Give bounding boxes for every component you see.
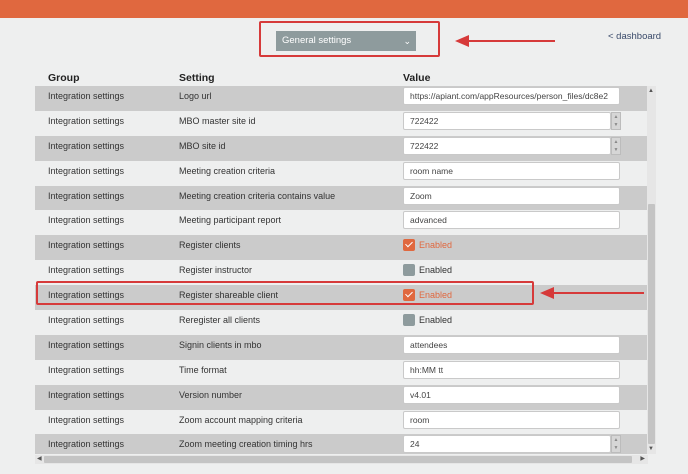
- cell-setting: MBO master site id: [179, 115, 256, 126]
- dashboard-link[interactable]: < dashboard: [608, 31, 662, 42]
- checkbox-label: Enabled: [419, 290, 453, 301]
- column-header-setting: Setting: [179, 72, 215, 84]
- stepper-icon[interactable]: ▲ ▼: [611, 112, 621, 130]
- cell-group: Integration settings: [48, 389, 125, 400]
- table-row: [35, 335, 648, 360]
- text-input[interactable]: v4.01: [403, 386, 620, 404]
- checkbox-label: Enabled: [419, 315, 453, 326]
- stepper-icon[interactable]: ▲ ▼: [611, 137, 621, 155]
- cell-setting: Signin clients in mbo: [179, 339, 262, 350]
- number-input[interactable]: 722422: [403, 137, 611, 155]
- cell-setting: Register clients: [179, 240, 241, 251]
- stepper-icon[interactable]: ▲ ▼: [611, 435, 621, 453]
- row-highlight-box: [36, 281, 534, 305]
- cell-group: Integration settings: [48, 165, 125, 176]
- table-row: [35, 360, 648, 385]
- text-input[interactable]: https://apiant.com/appResources/person_files/dc8e2: [403, 87, 620, 105]
- enabled-checkbox[interactable]: [403, 314, 415, 326]
- cell-group: Integration settings: [48, 364, 125, 375]
- annotation-arrow-row: [540, 286, 646, 300]
- table-row: [35, 410, 648, 435]
- table-row: [35, 161, 648, 186]
- cell-setting: Register shareable client: [179, 290, 279, 301]
- horizontal-scrollbar[interactable]: [35, 455, 648, 464]
- text-input[interactable]: room name: [403, 162, 620, 180]
- checkbox-label: Enabled: [419, 265, 453, 276]
- dropdown-value: General settings: [282, 35, 352, 46]
- scroll-right-icon[interactable]: ▶: [640, 456, 645, 462]
- cell-group: Integration settings: [48, 439, 125, 450]
- table-row: [35, 210, 648, 235]
- table-row: [35, 310, 648, 335]
- number-input[interactable]: 722422: [403, 112, 611, 130]
- column-header-group: Group: [48, 72, 80, 84]
- chevron-down-icon: ⌄: [403, 36, 411, 46]
- text-input[interactable]: Zoom: [403, 187, 620, 205]
- cell-setting: Reregister all clients: [179, 315, 261, 326]
- scroll-left-icon[interactable]: ◀: [37, 456, 42, 462]
- top-accent-bar: [0, 0, 688, 18]
- cell-setting: Time format: [179, 364, 227, 375]
- cell-group: Integration settings: [48, 215, 125, 226]
- table-row: [35, 385, 648, 410]
- text-input[interactable]: room: [403, 411, 620, 429]
- cell-setting: Zoom account mapping criteria: [179, 414, 303, 425]
- enabled-checkbox[interactable]: [403, 239, 415, 251]
- annotation-arrow-dropdown: [455, 34, 557, 48]
- cell-group: Integration settings: [48, 339, 125, 350]
- enabled-checkbox[interactable]: [403, 264, 415, 276]
- column-header-value: Value: [403, 72, 431, 84]
- text-input[interactable]: attendees: [403, 336, 620, 354]
- cell-setting: MBO site id: [179, 140, 226, 151]
- table-row: [35, 86, 648, 111]
- table-row: [35, 136, 648, 161]
- cell-setting: Version number: [179, 389, 243, 400]
- cell-setting: Zoom meeting creation timing hrs: [179, 439, 313, 450]
- checkbox-label: Enabled: [419, 240, 453, 251]
- cell-group: Integration settings: [48, 240, 125, 251]
- dropdown-highlight-box: [259, 21, 440, 57]
- vertical-scroll-thumb[interactable]: [648, 204, 655, 444]
- cell-group: Integration settings: [48, 414, 125, 425]
- cell-group: Integration settings: [48, 115, 125, 126]
- scroll-down-icon[interactable]: ▼: [648, 446, 654, 452]
- text-input[interactable]: advanced: [403, 211, 620, 229]
- cell-setting: Register instructor: [179, 265, 253, 276]
- cell-setting: Meeting creation criteria contains value: [179, 190, 336, 201]
- cell-setting: Logo url: [179, 91, 212, 101]
- number-input[interactable]: 24: [403, 435, 611, 453]
- table-row: [35, 434, 648, 454]
- cell-setting: Meeting participant report: [179, 215, 282, 226]
- text-input[interactable]: hh:MM tt: [403, 361, 620, 379]
- cell-group: Integration settings: [48, 91, 125, 101]
- vertical-scrollbar[interactable]: [647, 86, 656, 454]
- table-row: [35, 111, 648, 136]
- table-row: [35, 186, 648, 211]
- cell-group: Integration settings: [48, 190, 125, 201]
- settings-table: [35, 86, 648, 454]
- cell-group: Integration settings: [48, 290, 125, 301]
- horizontal-scroll-thumb[interactable]: [44, 456, 632, 463]
- cell-group: Integration settings: [48, 140, 125, 151]
- table-row: [35, 235, 648, 260]
- cell-setting: Meeting creation criteria: [179, 165, 276, 176]
- cell-group: Integration settings: [48, 315, 125, 326]
- settings-group-dropdown[interactable]: [276, 31, 416, 51]
- scroll-up-icon[interactable]: ▲: [648, 88, 654, 94]
- cell-group: Integration settings: [48, 265, 125, 276]
